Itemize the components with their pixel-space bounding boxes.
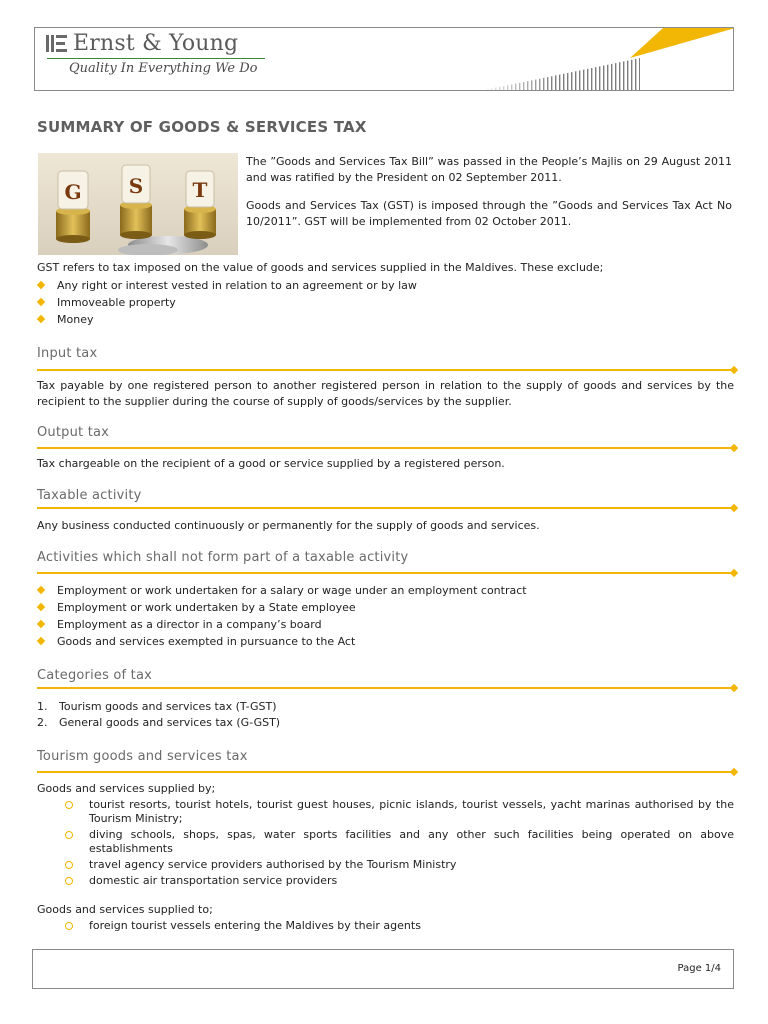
ernst-young-logo-icon bbox=[45, 33, 69, 55]
supplied-to-label: Goods and services supplied to; bbox=[37, 903, 213, 916]
circle-bullet-icon bbox=[65, 861, 73, 869]
section-rule bbox=[37, 369, 733, 371]
section-rule bbox=[37, 447, 733, 449]
list-item bbox=[37, 715, 734, 731]
page-number: Page 1/4 bbox=[677, 963, 721, 974]
supplied-to-list bbox=[37, 919, 734, 933]
input-tax-body bbox=[37, 378, 734, 410]
list-number: 2. bbox=[37, 716, 48, 729]
circle-bullet-icon bbox=[65, 877, 73, 885]
list-item bbox=[89, 828, 734, 856]
list-number: 1. bbox=[37, 700, 48, 713]
section-title: Output tax bbox=[37, 425, 110, 440]
circle-bullet-icon bbox=[65, 922, 73, 930]
list-item: Immoveable property bbox=[37, 294, 734, 311]
list-item bbox=[89, 919, 734, 933]
list-text: domestic air transportation service providers bbox=[89, 874, 338, 887]
list-item: Employment or work undertaken for a salary or wage under an employment contract bbox=[37, 582, 734, 599]
exclusions-list bbox=[37, 277, 734, 328]
supplied-by-label: Goods and services supplied by; bbox=[37, 782, 216, 795]
gst-coins-photo bbox=[38, 153, 238, 255]
section-rule bbox=[37, 687, 733, 689]
rule-end-diamond-icon bbox=[730, 768, 738, 776]
section-title: Taxable activity bbox=[37, 488, 142, 503]
rule-end-diamond-icon bbox=[730, 444, 738, 452]
list-item: Employment as a director in a company’s board bbox=[37, 616, 734, 633]
section-body: Tax chargeable on the recipient of a good or service supplied by a registered person. bbox=[37, 457, 505, 470]
supplied-by-list bbox=[37, 798, 734, 888]
section-body: Tax payable by one registered person to another registered person in relation to the supply of goods and services by the recipient to the supplier during the course of supply of goods/services by the supplier. bbox=[37, 379, 734, 408]
section-heading-input-tax bbox=[37, 346, 738, 361]
company-name: Ernst & Young bbox=[73, 31, 239, 56]
svg-text:S: S bbox=[128, 174, 144, 198]
page-footer bbox=[32, 949, 734, 989]
intro-paragraph: The ”Goods and Services Tax Bill” was passed in the People’s Majlis on 29 August 2011 and was ratified by the President on 02 September 2011. bbox=[246, 155, 732, 184]
list-item: Goods and services exempted in pursuance to the Act bbox=[37, 633, 734, 650]
gst-definition bbox=[37, 260, 734, 328]
list-text: Tourism goods and services tax (T-GST) bbox=[59, 700, 277, 713]
list-item: Employment or work undertaken by a State employee bbox=[37, 599, 734, 616]
intro-paragraph: Goods and Services Tax (GST) is imposed through the ”Goods and Services Tax Act No 10/2011”. GST will be implemented from 02 October 2011. bbox=[246, 199, 732, 228]
output-tax-body bbox=[37, 456, 734, 472]
svg-text:T: T bbox=[192, 178, 208, 202]
rule-end-diamond-icon bbox=[730, 366, 738, 374]
section-rule bbox=[37, 771, 733, 773]
section-title: Tourism goods and services tax bbox=[37, 749, 248, 764]
list-text: General goods and services tax (G-GST) bbox=[59, 716, 281, 729]
section-title: Input tax bbox=[37, 346, 98, 361]
rule-end-diamond-icon bbox=[730, 569, 738, 577]
rule-end-diamond-icon bbox=[730, 684, 738, 692]
circle-bullet-icon bbox=[65, 831, 73, 839]
company-logo bbox=[45, 31, 238, 56]
section-heading-tourism-gst bbox=[37, 749, 738, 764]
list-item bbox=[89, 858, 734, 872]
company-tagline: Quality In Everything We Do bbox=[69, 61, 258, 76]
circle-bullet-icon bbox=[65, 801, 73, 809]
section-rule bbox=[37, 572, 733, 574]
page-title: SUMMARY OF GOODS & SERVICES TAX bbox=[37, 118, 367, 136]
section-heading-output-tax bbox=[37, 425, 738, 440]
list-item bbox=[89, 798, 734, 826]
not-taxable-list-block bbox=[37, 582, 734, 650]
section-title: Activities which shall not form part of a taxable activity bbox=[37, 550, 409, 565]
list-text: travel agency service providers authorised by the Tourism Ministry bbox=[89, 858, 457, 871]
rule-end-diamond-icon bbox=[730, 504, 738, 512]
list-text: tourist resorts, tourist hotels, tourist guest houses, picnic islands, tourist vessels, yacht marinas authorised by the Tourism Ministry; bbox=[89, 798, 734, 825]
categories-list-block bbox=[37, 699, 734, 731]
section-title: Categories of tax bbox=[37, 668, 153, 683]
list-item bbox=[89, 874, 734, 888]
gst-definition-text: GST refers to tax imposed on the value of goods and services supplied in the Maldives. These exclude; bbox=[37, 261, 604, 274]
list-text: diving schools, shops, spas, water sports facilities and any other such facilities being operated on above establishments bbox=[89, 828, 734, 855]
section-heading-categories bbox=[37, 668, 738, 683]
section-rule bbox=[37, 507, 733, 509]
list-item: Money bbox=[37, 311, 734, 328]
intro-text bbox=[246, 154, 732, 242]
header-banner bbox=[34, 27, 734, 91]
not-taxable-list bbox=[37, 582, 734, 650]
list-text: foreign tourist vessels entering the Maldives by their agents bbox=[89, 919, 421, 932]
list-item: Any right or interest vested in relation to an agreement or by law bbox=[37, 277, 734, 294]
logo-divider bbox=[47, 58, 265, 59]
section-heading-not-taxable bbox=[37, 550, 738, 565]
taxable-activity-body bbox=[37, 518, 734, 534]
yellow-beam-graphic bbox=[415, 28, 734, 91]
section-heading-taxable-activity bbox=[37, 488, 738, 503]
section-body: Any business conducted continuously or permanently for the supply of goods and services. bbox=[37, 519, 540, 532]
categories-list bbox=[37, 699, 734, 731]
svg-text:G: G bbox=[64, 180, 82, 204]
tourism-gst-body bbox=[37, 781, 734, 935]
list-item bbox=[37, 699, 734, 715]
